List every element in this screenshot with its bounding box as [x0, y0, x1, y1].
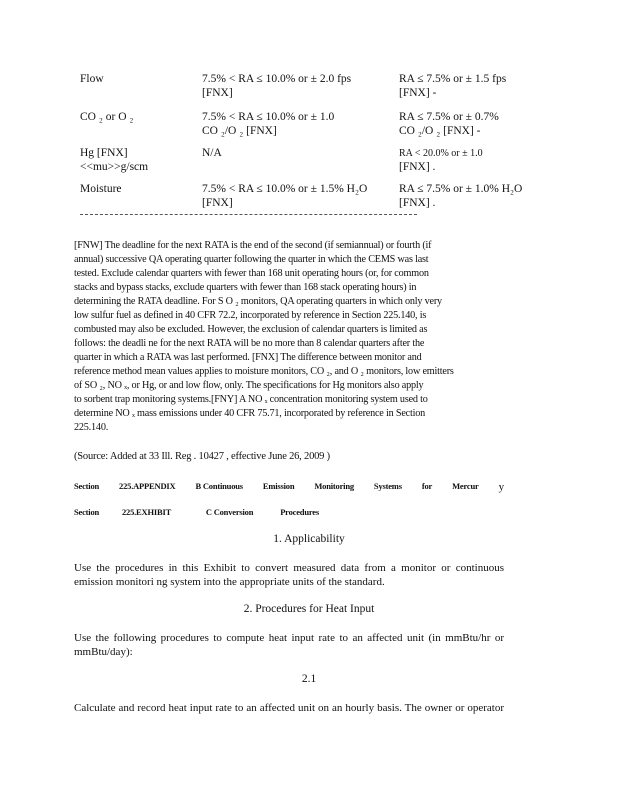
paragraph-line: mmBtu/day):	[74, 646, 133, 658]
header-word: y	[498, 481, 504, 493]
heading-procedures: 2. Procedures for Heat Input	[243, 603, 375, 615]
table-cell: [FNX]	[202, 87, 233, 99]
header-word: 225.EXHIBIT	[121, 507, 171, 517]
heading-applicability: 1. Applicability	[273, 533, 345, 545]
section-header-appendix	[74, 481, 504, 493]
table-cell: 7.5% < RA ≤ 10.0% or ± 1.5% H₂O	[202, 183, 368, 195]
table-cell: CO ₂/O ₂ [FNX] -	[399, 125, 481, 137]
footnote-line: to sorbent trap monitoring systems.[FNY] A NO ₓ concentration monitoring system used to	[74, 394, 428, 405]
header-word: C Conversion	[205, 507, 254, 517]
header-word: Systems	[373, 481, 402, 491]
footnote-line: stacks and bypass stacks, exclude quarters with fewer than 168 stack operating hours) in	[74, 282, 417, 293]
table-param: Flow	[80, 73, 104, 85]
table-cell: 7.5% < RA ≤ 10.0% or ± 2.0 fps	[202, 73, 352, 85]
source-citation: (Source: Added at 33 Ill. Reg . 10427 , effective June 26, 2009 )	[74, 451, 330, 462]
table-param: Hg [FNX]	[80, 147, 128, 159]
table-cell: N/A	[202, 147, 222, 159]
paragraph-line: Calculate and record heat input rate to an affected unit on an hourly basis. The owner or operator	[74, 702, 504, 714]
footnote-line: of SO ₂, NO ₓ, or Hg, or and low flow, only. The specifications for Hg monitors also apply	[74, 380, 424, 391]
table-param: Moisture	[80, 183, 122, 195]
header-word: Section	[74, 481, 100, 491]
table-cell: [FNX]	[202, 197, 233, 209]
header-word: Section	[74, 507, 100, 517]
table-cell: 7.5% < RA ≤ 10.0% or ± 1.0	[202, 111, 335, 123]
header-word: Mercur	[452, 481, 479, 491]
footnote-line: determining the RATA deadline. For S O ₂ monitors, QA operating quarters in which only very	[74, 296, 442, 307]
table-cell: [FNX] .	[399, 197, 436, 209]
footnote-line: [FNW] The deadline for the next RATA is the end of the second (if semiannual) or fourth (if	[74, 240, 432, 251]
header-word: for	[421, 481, 433, 491]
footnote-line: determine NO ₓ mass emissions under 40 CFR 75.71, incorporated by reference in Section	[74, 408, 426, 419]
footnote-line: combusted may also be excluded. However, the exclusion of calendar quarters is limited as	[74, 324, 428, 335]
table-cell: [FNX] -	[399, 87, 437, 99]
table-cell: RA ≤ 7.5% or ± 1.0% H₂O	[399, 183, 523, 195]
section-header-exhibit	[74, 507, 319, 517]
header-word: Procedures	[280, 507, 319, 517]
header-word: 225.APPENDIX	[119, 481, 176, 491]
paragraph-line: Use the procedures in this Exhibit to convert measured data from a monitor or continuous	[74, 562, 504, 574]
table-cell: RA ≤ 7.5% or ± 1.5 fps	[399, 73, 507, 85]
paragraph-line: emission monitori ng system into the appropriate units of the standard.	[74, 576, 385, 588]
footnote-line: tested. Exclude calendar quarters with fewer than 168 unit operating hours (or, for common	[74, 268, 429, 279]
table-param: CO ₂ or O ₂	[80, 111, 134, 123]
footnote-line: reference method mean values applies to moisture monitors, CO ₂, and O ₂ monitors, low emitters	[74, 366, 454, 377]
table-cell: RA ≤ 7.5% or ± 0.7%	[399, 111, 499, 123]
footnote-line: 225.140.	[74, 422, 109, 433]
footnote-line: follows: the deadli ne for the next RATA will be no more than 8 calendar quarters after the	[74, 338, 425, 349]
footnote-line: annual) successive QA operating quarter following the quarter in which the CEMS was last	[74, 254, 429, 265]
paragraph-line: Use the following procedures to compute heat input rate to an affected unit (in mmBtu/hr or	[74, 632, 504, 644]
table-param-unit: <<mu>>g/scm	[80, 161, 149, 173]
header-word: Emission	[262, 481, 295, 491]
header-word: B Continuous	[195, 481, 243, 491]
table-divider	[80, 214, 417, 215]
table-cell: [FNX] .	[399, 161, 436, 173]
table-cell: CO ₂/O ₂ [FNX]	[202, 125, 277, 137]
heading-subsection: 2.1	[301, 673, 317, 685]
header-word: Monitoring	[314, 481, 354, 491]
table-cell: RA < 20.0% or ± 1.0	[399, 148, 483, 159]
footnote-line: low sulfur fuel as defined in 40 CFR 72.2, incorporated by reference in Section 225.140, is	[74, 310, 427, 321]
footnote-line: quarter in which a RATA was last performed. [FNX] The difference between monitor and	[74, 352, 422, 363]
